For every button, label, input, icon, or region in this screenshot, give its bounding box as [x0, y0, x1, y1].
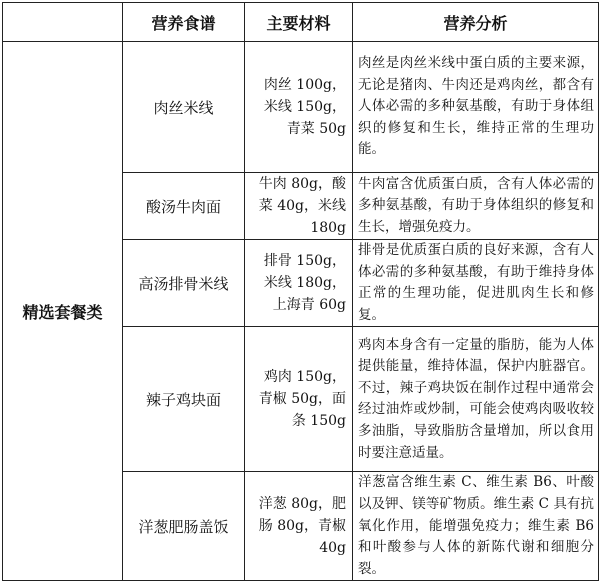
table-row — [3, 42, 599, 173]
recipe-materials: 肉丝 100g，米线 150g，青菜 50g — [245, 42, 353, 173]
recipe-name: 洋葱肥肠盖饭 — [123, 472, 245, 581]
recipe-analysis: 洋葱富含维生素 C、维生素 B6、叶酸以及钾、镁等矿物质。维生素 C 具有抗氧化作用，能增强免疫力；维生素 B6 和叶酸参与人体的新陈代谢和细胞分裂。 — [353, 472, 599, 581]
recipe-materials: 牛肉 80g，酸菜 40g，米线 180g — [245, 173, 353, 240]
recipe-analysis: 牛肉富含优质蛋白质，含有人体必需的多种氨基酸，有助于身体组织的修复和生长，增强免疫力。 — [353, 173, 599, 240]
recipe-analysis: 肉丝是肉丝米线中蛋白质的主要来源，无论是猪肉、牛肉还是鸡肉丝，都含有人体必需的多种氨基酸，有助于身体组织的修复和生长，维持正常的生理功能。 — [353, 42, 599, 173]
recipe-materials: 排骨 150g，米线 180g，上海青 60g — [245, 240, 353, 327]
header-recipe: 营养食谱 — [123, 3, 245, 42]
recipe-analysis: 鸡肉本身含有一定量的脂肪，能为人体提供能量，维持体温，保护内脏器官。不过，辣子鸡块饭在制作过程中通常会经过油炸或炒制，可能会使鸡肉吸收较多油脂，导致脂肪含量增加，所以食用时要注意适量。 — [353, 327, 599, 472]
recipe-materials: 洋葱 80g，肥肠 80g，青椒 40g — [245, 472, 353, 581]
recipe-name: 酸汤牛肉面 — [123, 173, 245, 240]
recipe-name: 肉丝米线 — [123, 42, 245, 173]
header-materials: 主要材料 — [245, 3, 353, 42]
header-analysis: 营养分析 — [353, 3, 599, 42]
recipe-analysis: 排骨是优质蛋白质的良好来源，含有人体必需的多种氨基酸，有助于维持身体正常的生理功能，促进肌肉生长和修复。 — [353, 240, 599, 327]
header-blank — [3, 3, 123, 42]
recipe-name: 辣子鸡块面 — [123, 327, 245, 472]
header-row — [3, 3, 599, 42]
recipe-name: 高汤排骨米线 — [123, 240, 245, 327]
category-label: 精选套餐类 — [3, 42, 123, 581]
nutrition-table — [2, 2, 599, 581]
recipe-materials: 鸡肉 150g，青椒 50g，面条 150g — [245, 327, 353, 472]
